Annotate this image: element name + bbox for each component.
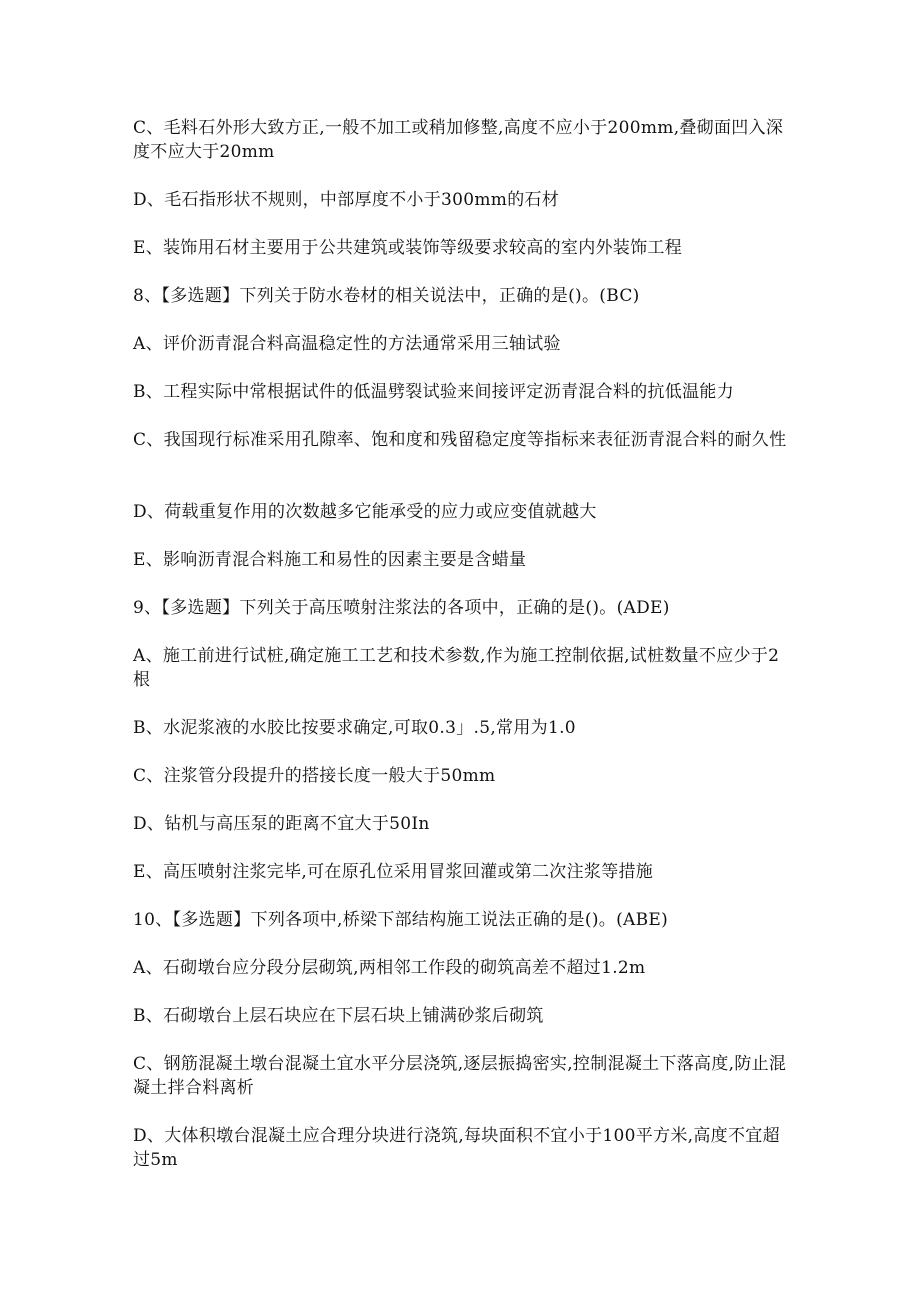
question-10-title: 10、【多选题】下列各项中,桥梁下部结构施工说法正确的是()。(ABE) bbox=[133, 910, 669, 930]
q8-option-e: E、影响沥青混合料施工和易性的因素主要是含蜡量 bbox=[133, 550, 527, 570]
option-d-rubble-stone: D、毛石指形状不规则，中部厚度不小于300mm的石材 bbox=[133, 190, 560, 210]
q9-option-b: B、水泥浆液的水胶比按要求确定,可取0.3」.5,常用为1.0 bbox=[133, 718, 576, 738]
question-8-title: 8、【多选题】下列关于防水卷材的相关说法中，正确的是()。(BC) bbox=[133, 286, 640, 306]
q9-option-e: E、高压喷射注浆完毕,可在原孔位采用冒浆回灌或第二次注浆等措施 bbox=[133, 862, 654, 882]
q10-option-d: D、大体积墩台混凝土应合理分块进行浇筑,每块面积不宜小于100平方米,高度不宜超过5m bbox=[133, 1126, 780, 1170]
q8-option-b: B、工程实际中常根据试件的低温劈裂试验来间接评定沥青混合料的抗低温能力 bbox=[133, 382, 734, 402]
q10-option-b: B、石砌墩台上层石块应在下层石块上铺满砂浆后砌筑 bbox=[133, 1006, 544, 1026]
option-c-rough-stone: C、毛料石外形大致方正,一般不加工或稍加修整,高度不应小于200mm,叠砌面凹入深度不应大于20mm bbox=[133, 118, 784, 162]
q9-option-d: D、钻机与高压泵的距离不宜大于50In bbox=[133, 814, 430, 834]
q8-option-c: C、我国现行标准采用孔隙率、饱和度和残留稳定度等指标来表征沥青混合料的耐久性 bbox=[133, 430, 787, 450]
q8-option-a: A、评价沥青混合料高温稳定性的方法通常采用三轴试验 bbox=[133, 334, 561, 354]
q9-option-a: A、施工前进行试桩,确定施工工艺和技术参数,作为施工控制依据,试桩数量不应少于2根 bbox=[133, 646, 780, 690]
question-9-title: 9、【多选题】下列关于高压喷射注浆法的各项中，正确的是()。(ADE) bbox=[133, 598, 670, 618]
q9-option-c: C、注浆管分段提升的搭接长度一般大于50mm bbox=[133, 766, 496, 786]
q10-option-a: A、石砌墩台应分段分层砌筑,两相邻工作段的砌筑高差不超过1.2m bbox=[133, 958, 646, 978]
q10-option-c: C、钢筋混凝土墩台混凝土宜水平分层浇筑,逐层振捣密实,控制混凝土下落高度,防止混凝土拌合料离析 bbox=[133, 1054, 787, 1098]
option-e-decorative-stone: E、装饰用石材主要用于公共建筑或装饰等级要求较高的室内外装饰工程 bbox=[133, 238, 683, 258]
q8-option-d: D、荷载重复作用的次数越多它能承受的应力或应变值就越大 bbox=[133, 502, 597, 522]
